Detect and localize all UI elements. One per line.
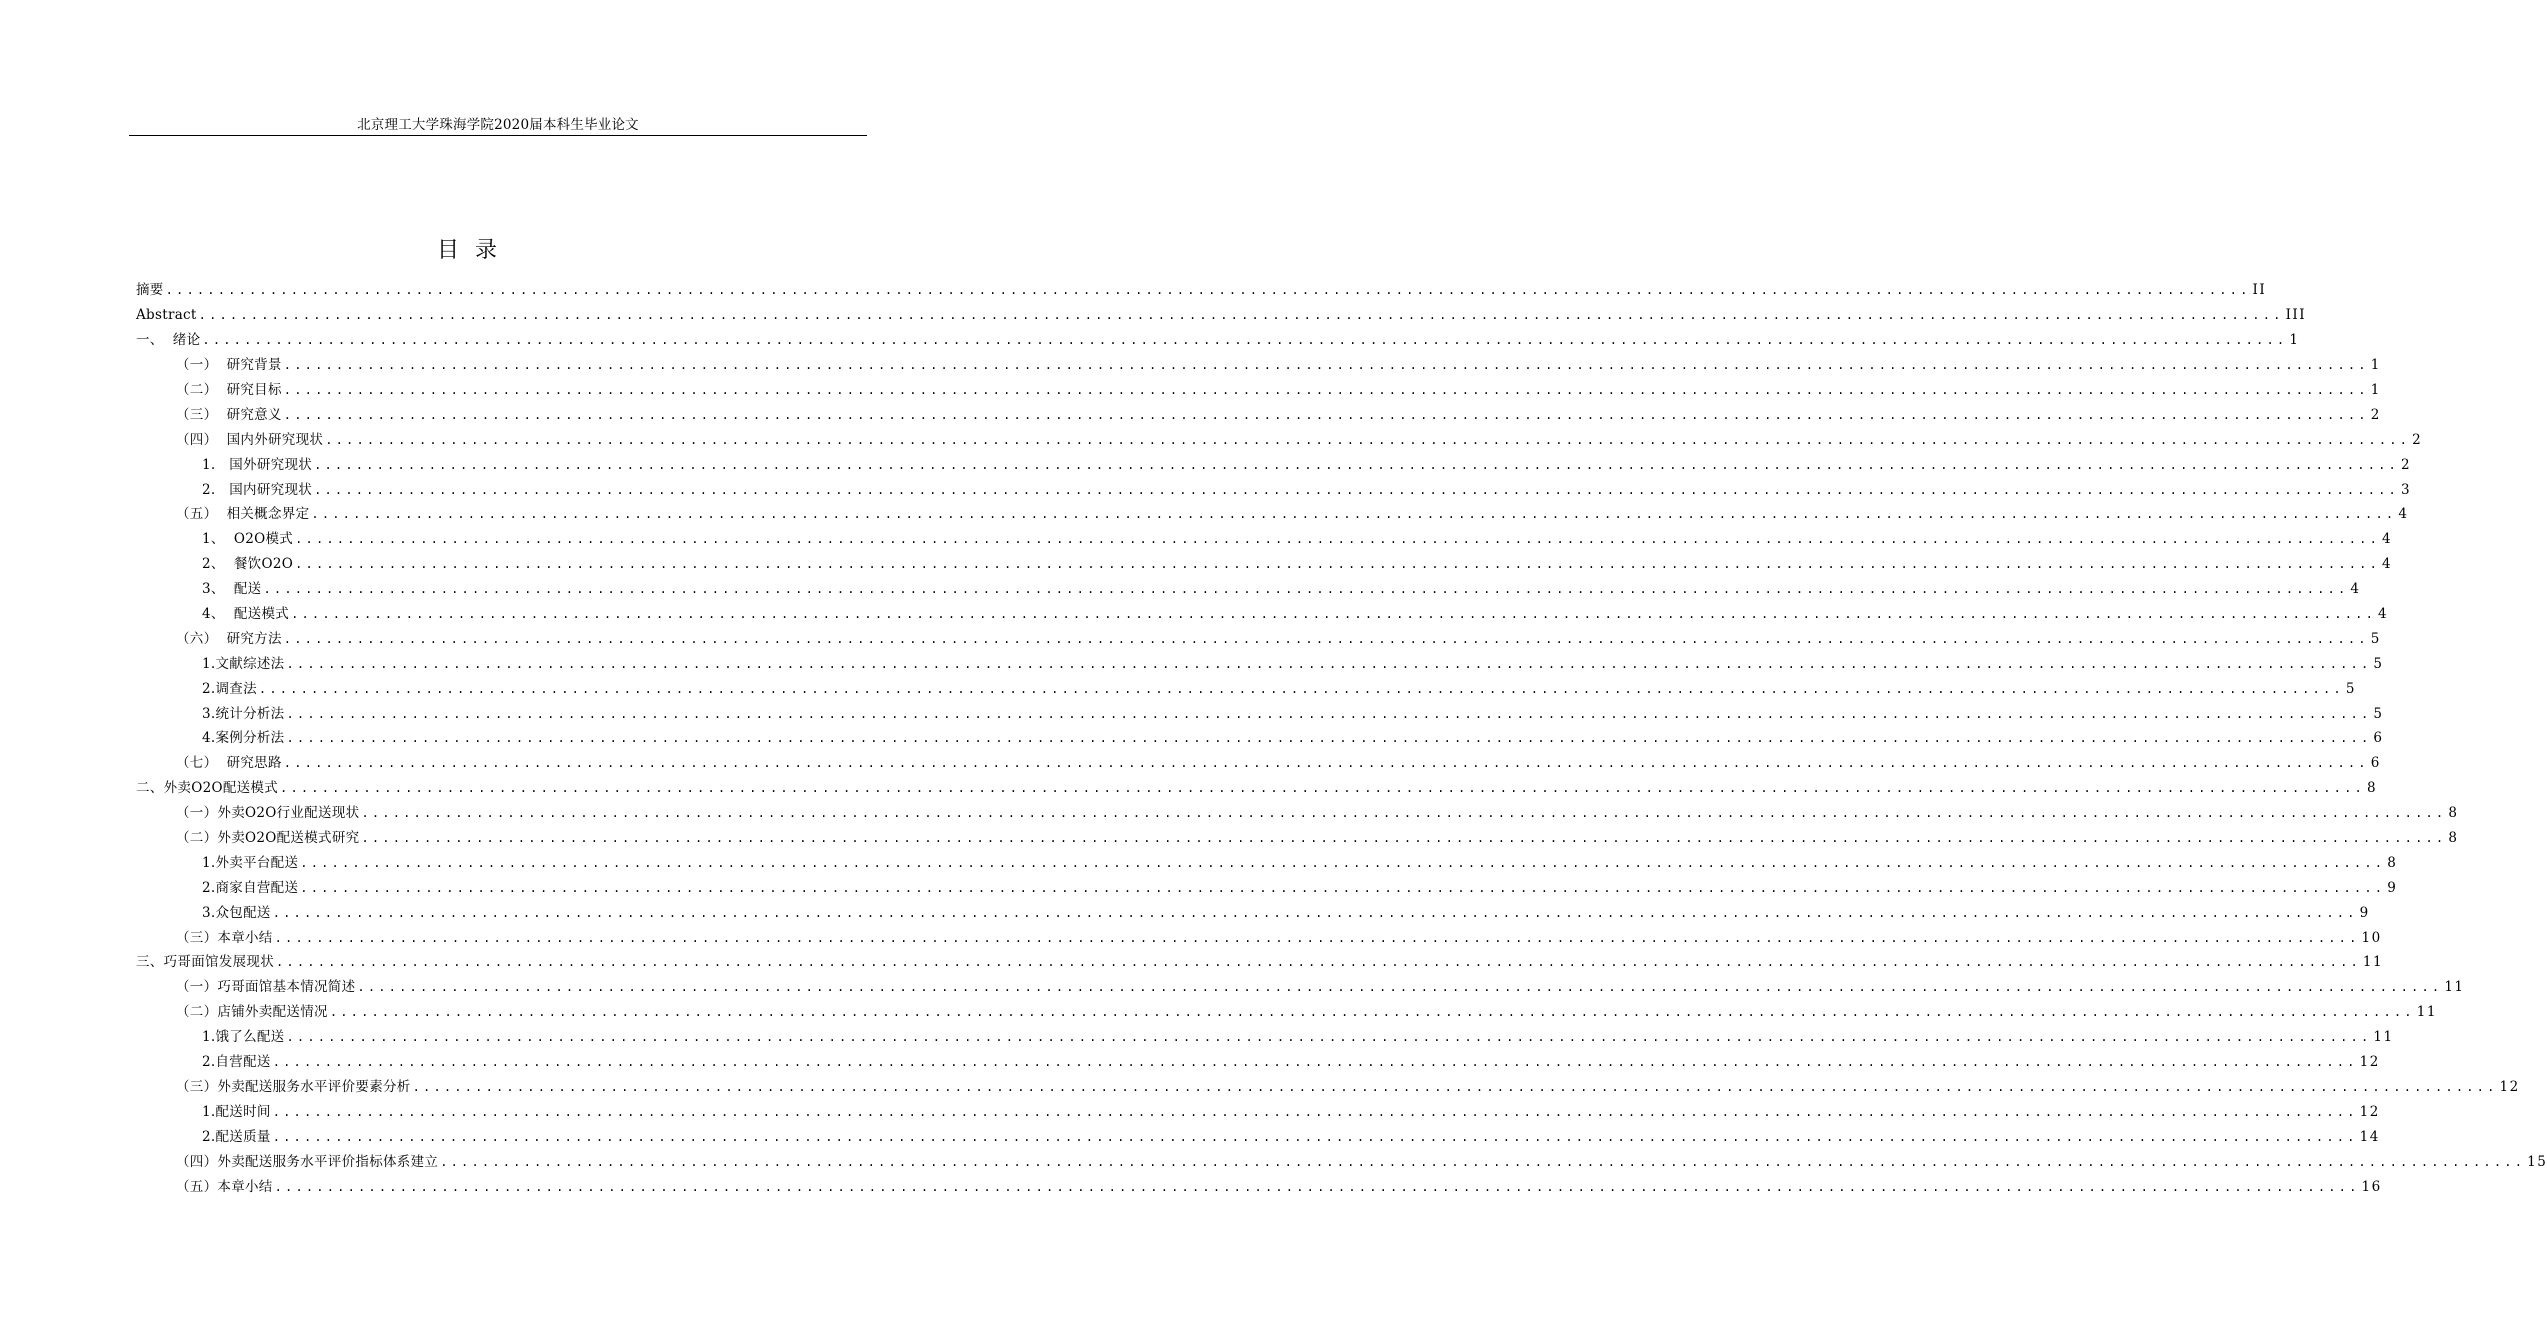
- toc-entry-page: 11: [2444, 979, 2465, 996]
- toc-entry[interactable]: [136, 452, 2412, 477]
- toc-leader-dots: ........................................................................................................................................................................................................: [272, 1055, 2358, 1070]
- toc-entry-label: （三） 研究意义: [176, 406, 282, 423]
- toc-entry-label: 二、外卖O2O配送模式: [136, 780, 279, 797]
- toc-leader-dots: ........................................................................................................................................................................................................: [280, 781, 2365, 796]
- toc-entry-page: 4: [2398, 506, 2409, 523]
- toc-entry-label: Abstract: [136, 307, 197, 324]
- toc-leader-dots: ........................................................................................................................................................................................................: [361, 831, 2447, 846]
- toc-entry-page: 12: [2359, 1103, 2380, 1120]
- toc-entry[interactable]: [136, 676, 2356, 701]
- toc-entry-page: 6: [2370, 755, 2381, 772]
- toc-leader-dots: ........................................................................................................................................................................................................: [274, 930, 2360, 945]
- toc-leader-dots: ........................................................................................................................................................................................................: [295, 532, 2381, 547]
- toc-entry-page: 8: [2448, 830, 2459, 847]
- toc-entry-label: 1.饿了么配送: [202, 1029, 285, 1046]
- toc-leader-dots: ........................................................................................................................................................................................................: [274, 1179, 2360, 1194]
- toc-entry[interactable]: [136, 801, 2459, 826]
- toc-leader-dots: ........................................................................................................................................................................................................: [202, 333, 2288, 348]
- toc-entry[interactable]: [136, 850, 2398, 875]
- toc-entry-label: 3.众包配送: [202, 904, 271, 921]
- toc-entry[interactable]: [136, 875, 2398, 900]
- toc-entry-label: 1.文献综述法: [202, 655, 285, 672]
- toc-entry-label: 4、 配送模式: [202, 606, 290, 623]
- toc-entry-page: III: [2285, 307, 2307, 324]
- toc-leader-dots: ........................................................................................................................................................................................................: [272, 905, 2358, 920]
- toc-entry-label: （七） 研究思路: [176, 755, 282, 772]
- toc-entry-label: （二）店铺外卖配送情况: [176, 1004, 328, 1021]
- toc-leader-dots: ........................................................................................................................................................................................................: [300, 880, 2386, 895]
- toc-entry-label: （六） 研究方法: [176, 630, 282, 647]
- toc-leader-dots: ........................................................................................................................................................................................................: [412, 1079, 2498, 1094]
- toc-entry-label: 2.配送质量: [202, 1128, 271, 1145]
- toc-entry[interactable]: [136, 1149, 2547, 1174]
- toc-entry-label: 1. 国外研究现状: [202, 456, 313, 473]
- toc-entry[interactable]: [136, 328, 2300, 353]
- toc-entry[interactable]: [136, 900, 2370, 925]
- toc-entry-page: 14: [2359, 1128, 2380, 1145]
- toc-leader-dots: ........................................................................................................................................................................................................: [276, 955, 2361, 970]
- toc-entry-page: 6: [2373, 730, 2384, 747]
- toc-entry-label: 2.调查法: [202, 680, 257, 697]
- toc-entry[interactable]: [136, 477, 2412, 502]
- toc-entry[interactable]: [136, 402, 2381, 427]
- toc-entry-page: 4: [2350, 581, 2361, 598]
- toc-leader-dots: ........................................................................................................................................................................................................: [283, 756, 2369, 771]
- toc-entry[interactable]: [136, 776, 2378, 801]
- toc-entry-page: 9: [2387, 879, 2398, 896]
- toc-entry-label: （三）本章小结: [176, 929, 273, 946]
- toc-entry[interactable]: [136, 1075, 2520, 1100]
- toc-leader-dots: ........................................................................................................................................................................................................: [283, 358, 2369, 373]
- toc-leader-dots: ........................................................................................................................................................................................................: [165, 283, 2251, 298]
- toc-entry[interactable]: [136, 353, 2381, 378]
- toc-entry-page: 12: [2499, 1078, 2520, 1095]
- toc-entry-page: 5: [2345, 680, 2356, 697]
- toc-entry-page: 11: [2373, 1029, 2394, 1046]
- toc-entry-label: 一、 绪论: [136, 332, 201, 349]
- toc-entry-label: 1.配送时间: [202, 1103, 271, 1120]
- toc-entry[interactable]: [136, 1050, 2380, 1075]
- toc-entry-page: 11: [2416, 1004, 2437, 1021]
- toc-leader-dots: ........................................................................................................................................................................................................: [263, 582, 2349, 597]
- toc-entry-page: 4: [2382, 556, 2393, 573]
- toc-entry-label: 2、 餐饮O2O: [202, 556, 294, 573]
- toc-leader-dots: ........................................................................................................................................................................................................: [283, 631, 2369, 646]
- toc-entry-page: 1: [2370, 382, 2381, 398]
- toc-entry-label: （一）外卖O2O行业配送现状: [176, 805, 360, 822]
- toc-entry-page: 2: [2400, 456, 2412, 473]
- toc-entry[interactable]: [136, 626, 2381, 651]
- toc-leader-dots: ........................................................................................................................................................................................................: [329, 1005, 2415, 1020]
- toc-entry-page: II: [2252, 282, 2267, 299]
- toc-leader-dots: ........................................................................................................................................................................................................: [314, 482, 2399, 497]
- toc-entry[interactable]: [136, 552, 2393, 577]
- toc-entry-page: 1: [2289, 332, 2300, 349]
- toc-leader-dots: ........................................................................................................................................................................................................: [286, 706, 2372, 721]
- toc-leader-dots: ........................................................................................................................................................................................................: [286, 656, 2372, 671]
- toc-entry-label: 三、巧哥面馆发展现状: [136, 954, 274, 971]
- toc-entry-label: 3、 配送: [202, 581, 262, 598]
- toc-leader-dots: ........................................................................................................................................................................................................: [357, 980, 2443, 995]
- toc-leader-dots: ........................................................................................................................................................................................................: [300, 855, 2386, 870]
- header-rule: [129, 135, 867, 136]
- toc-entry-label: （四）外卖配送服务水平评价指标体系建立: [176, 1153, 439, 1170]
- toc-entry[interactable]: [136, 427, 2423, 452]
- toc-leader-dots: ........................................................................................................................................................................................................: [440, 1154, 2526, 1169]
- toc-entry[interactable]: [136, 303, 2307, 328]
- toc-entry-page: 10: [2361, 929, 2382, 946]
- toc-entry[interactable]: [136, 278, 2267, 303]
- toc-entry-label: 2. 国内研究现状: [202, 481, 313, 498]
- toc-entry-page: 5: [2373, 705, 2384, 722]
- toc-leader-dots: ........................................................................................................................................................................................................: [283, 407, 2369, 422]
- toc-entry-label: （一） 研究背景: [176, 357, 282, 374]
- toc-entry[interactable]: [136, 527, 2393, 552]
- toc-entry-page: 8: [2387, 854, 2398, 871]
- toc-leader-dots: ........................................................................................................................................................................................................: [311, 507, 2397, 522]
- toc-entry[interactable]: [136, 602, 2389, 627]
- toc-leader-dots: ........................................................................................................................................................................................................: [272, 1129, 2358, 1144]
- toc-entry[interactable]: [136, 975, 2465, 1000]
- toc-leader-dots: ........................................................................................................................................................................................................: [258, 681, 2344, 696]
- toc-entry[interactable]: [136, 502, 2409, 527]
- toc-entry-label: （五） 相关概念界定: [176, 506, 310, 523]
- toc-entry-label: （一）巧哥面馆基本情况简述: [176, 979, 356, 996]
- page-header: 北京理工大学珠海学院2020届本科生毕业论文: [357, 117, 639, 133]
- toc-entry-page: 1: [2370, 357, 2381, 374]
- toc-entry[interactable]: [136, 751, 2381, 776]
- toc-entry-page: 5: [2373, 655, 2384, 672]
- toc-entry-label: 4.案例分析法: [202, 730, 285, 747]
- toc-entry-page: 3: [2400, 481, 2412, 498]
- toc-entry-page: 4: [2378, 606, 2389, 623]
- toc-entry[interactable]: [136, 726, 2384, 751]
- toc-entry-label: 2.商家自营配送: [202, 879, 299, 896]
- toc-entry-page: 4: [2382, 531, 2393, 548]
- toc-entry[interactable]: [136, 701, 2384, 726]
- toc-leader-dots: ........................................................................................................................................................................................................: [295, 557, 2381, 572]
- toc-entry-label: 2.自营配送: [202, 1054, 271, 1071]
- toc-entry[interactable]: [136, 826, 2459, 851]
- toc-leader-dots: ........................................................................................................................................................................................................: [325, 432, 2411, 447]
- toc-entry-label: （四） 国内外研究现状: [176, 431, 324, 448]
- toc-leader-dots: ........................................................................................................................................................................................................: [286, 1030, 2372, 1045]
- toc-entry-label: 1、 O2O模式: [202, 531, 294, 548]
- toc-entry[interactable]: [136, 577, 2361, 602]
- toc-leader-dots: ........................................................................................................................................................................................................: [272, 1104, 2358, 1119]
- toc-entry-page: 2: [2412, 431, 2423, 448]
- toc-entry-label: 摘要: [136, 282, 164, 299]
- toc-entry[interactable]: [136, 1000, 2437, 1025]
- toc-entry-page: 12: [2359, 1054, 2380, 1071]
- toc-entry[interactable]: [136, 950, 2384, 975]
- toc-entry-label: （五）本章小结: [176, 1178, 273, 1195]
- toc-entry-label: 3.统计分析法: [202, 705, 285, 722]
- toc-entry[interactable]: [136, 1124, 2380, 1149]
- toc-entry-page: 5: [2370, 630, 2381, 647]
- toc-entry[interactable]: [136, 651, 2384, 676]
- toc-leader-dots: ........................................................................................................................................................................................................: [283, 383, 2369, 397]
- toc-entry-label: （三）外卖配送服务水平评价要素分析: [176, 1078, 411, 1095]
- toc-leader-dots: ........................................................................................................................................................................................................: [198, 308, 2284, 323]
- toc-title: 目录: [436, 238, 513, 263]
- toc-leader-dots: ........................................................................................................................................................................................................: [286, 731, 2372, 746]
- table-of-contents: [136, 278, 2547, 1199]
- toc-entry-page: 2: [2370, 406, 2381, 423]
- toc-entry[interactable]: [136, 925, 2382, 950]
- toc-entry-page: 11: [2362, 954, 2384, 971]
- toc-entry-page: 9: [2359, 904, 2370, 921]
- toc-entry[interactable]: [136, 1099, 2380, 1124]
- toc-leader-dots: ........................................................................................................................................................................................................: [314, 457, 2399, 472]
- toc-entry[interactable]: [136, 1025, 2394, 1050]
- toc-entry[interactable]: [136, 1174, 2382, 1199]
- toc-entry-label: （二） 研究目标: [176, 382, 282, 398]
- toc-leader-dots: ........................................................................................................................................................................................................: [361, 806, 2447, 821]
- toc-entry-label: 1.外卖平台配送: [202, 854, 299, 871]
- toc-entry[interactable]: [136, 378, 2381, 403]
- toc-entry-page: 16: [2361, 1178, 2382, 1195]
- toc-entry-page: 15: [2527, 1153, 2547, 1170]
- toc-leader-dots: ........................................................................................................................................................................................................: [291, 607, 2376, 622]
- toc-entry-page: 8: [2366, 780, 2378, 797]
- toc-entry-label: （二）外卖O2O配送模式研究: [176, 830, 360, 847]
- toc-entry-page: 8: [2448, 805, 2459, 822]
